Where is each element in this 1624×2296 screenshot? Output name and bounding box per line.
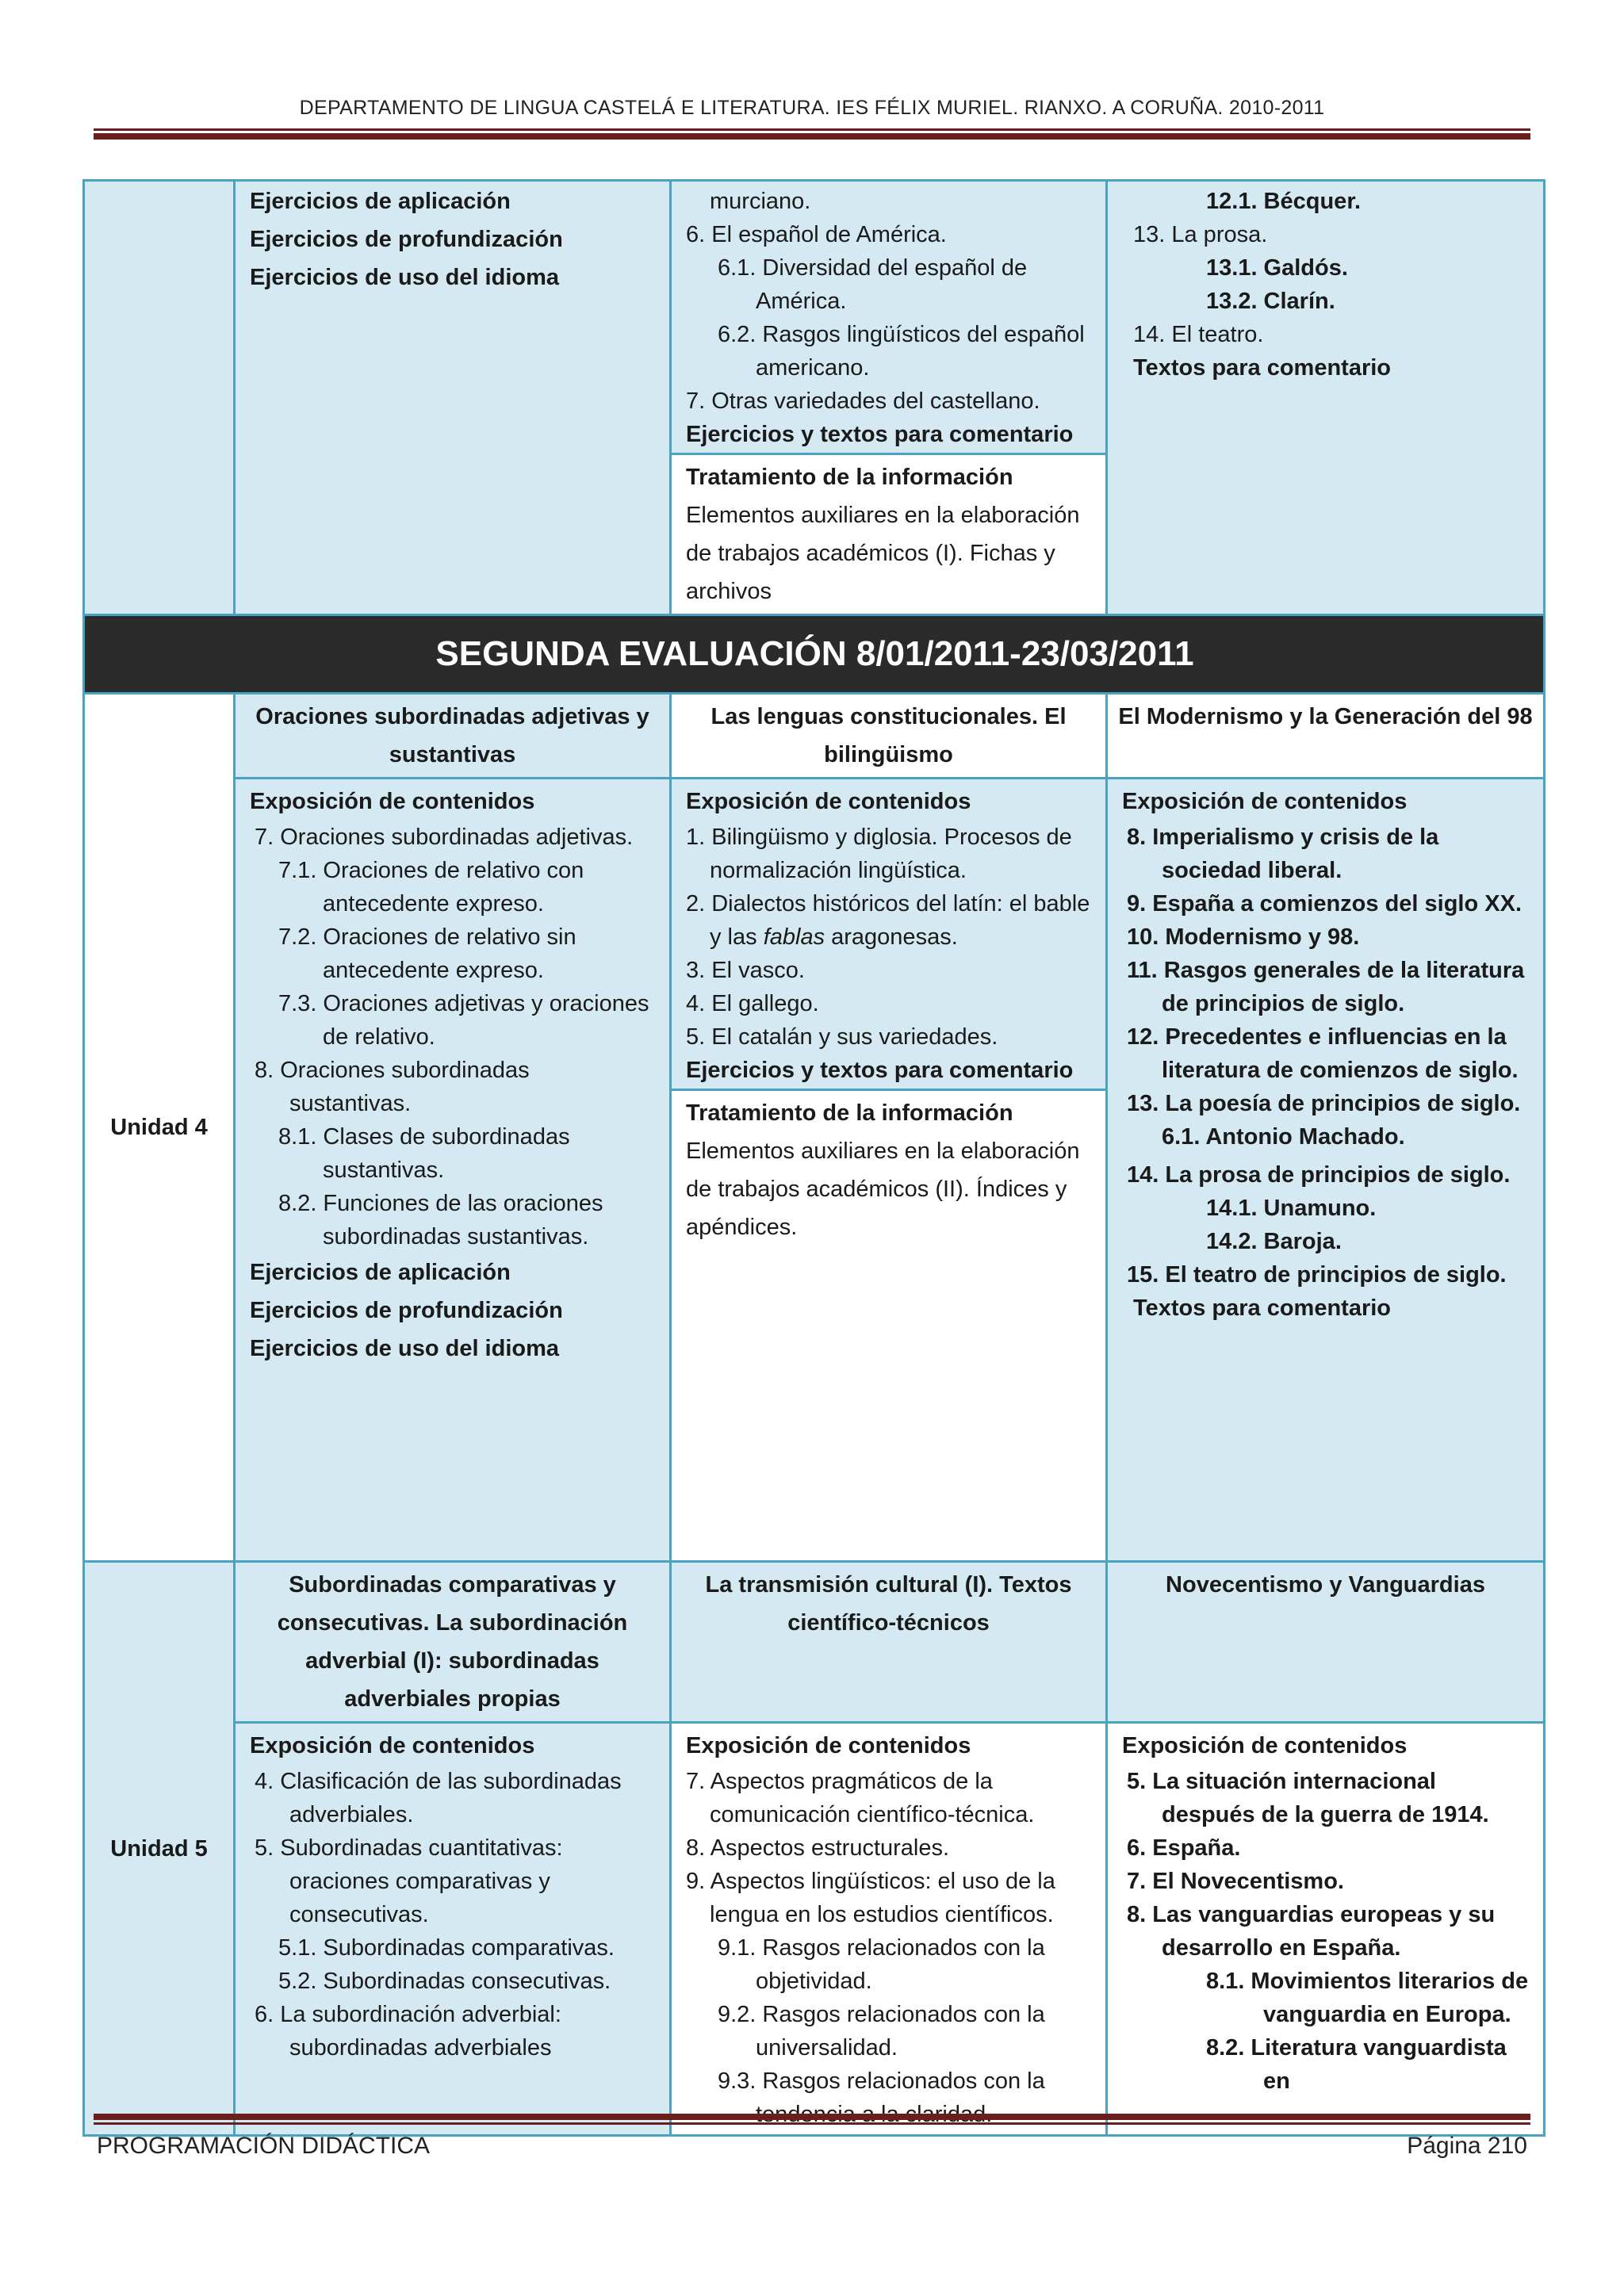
unit-cell-empty xyxy=(84,181,235,615)
section-heading: Exposición de contenidos xyxy=(250,1733,535,1758)
exercise-line: Ejercicios de aplicación xyxy=(250,189,511,214)
content-line: 3. El vasco. xyxy=(686,958,805,983)
programming-table xyxy=(82,179,1545,2137)
info-treatment-text: Elementos auxiliares en la elaboración de trabajos académicos (I). Fichas y archivos xyxy=(686,503,1080,604)
content-line: 7. El Novecentismo. xyxy=(1127,1869,1344,1894)
content-line: 14. La prosa de principios de siglo. xyxy=(1127,1162,1511,1188)
content-line: 5.1. Subordinadas comparativas. xyxy=(278,1935,615,1961)
footer-rule xyxy=(94,2114,1530,2125)
content-line: 13. La prosa. xyxy=(1133,222,1268,247)
content-line: 8.2. Funciones de las oraciones subordinadas sustantivas. xyxy=(278,1191,603,1249)
cont-col1 xyxy=(235,181,671,615)
cont-col3 xyxy=(1107,181,1545,615)
content-line: 4. El gallego. xyxy=(686,991,819,1016)
unit4-theme-language: Las lenguas constitucionales. El bilingüismo xyxy=(671,694,1107,779)
content-line: 5.2. Subordinadas consecutivas. xyxy=(278,1969,611,1994)
exercises-label: Ejercicios y textos para comentario xyxy=(686,422,1074,447)
unit5-content-row xyxy=(84,1723,1545,2136)
content-line: 12.1. Bécquer. xyxy=(1206,189,1362,214)
unit4-col2 xyxy=(671,779,1107,1562)
content-line: 6.1. Antonio Machado. xyxy=(1162,1124,1405,1150)
unit4-col1 xyxy=(235,779,671,1562)
unit4-theme-row xyxy=(84,694,1545,779)
content-line: 7. Otras variedades del castellano. xyxy=(686,388,1040,414)
section-heading: Exposición de contenidos xyxy=(1122,789,1408,814)
exercise-line: Ejercicios de aplicación xyxy=(250,1260,511,1285)
page-header: DEPARTAMENTO DE LINGUA CASTELÁ E LITERATURA. IES FÉLIX MURIEL. RIANXO. A CORUÑA. 2010-2011 xyxy=(299,97,1325,119)
evaluation-row xyxy=(84,615,1545,694)
unit5-col3 xyxy=(1107,1723,1545,2136)
content-line: 7.1. Oraciones de relativo con antecedente expreso. xyxy=(278,858,584,916)
unit5-theme-literature: Novecentismo y Vanguardias xyxy=(1107,1562,1545,1723)
content-line: 5. Subordinadas cuantitativas: oraciones comparativas y consecutivas. xyxy=(255,1835,563,1927)
section-heading: Exposición de contenidos xyxy=(686,1733,971,1758)
content-line: 7.2. Oraciones de relativo sin antecedente expreso. xyxy=(278,924,576,983)
content-line: 1. Bilingüismo y diglosia. Procesos de normalización lingüística. xyxy=(686,825,1072,883)
unit4-theme-grammar: Oraciones subordinadas adjetivas y sustantivas xyxy=(235,694,671,779)
exercise-line: Ejercicios de profundización xyxy=(250,227,563,252)
unit5-col1 xyxy=(235,1723,671,2136)
content-line: 14.1. Unamuno. xyxy=(1206,1196,1377,1221)
content-line: 5. La situación internacional después de la guerra de 1914. xyxy=(1127,1769,1489,1827)
content-line: 8. Imperialismo y crisis de la sociedad liberal. xyxy=(1127,825,1439,883)
exercises-label: Ejercicios y textos para comentario xyxy=(686,1058,1074,1083)
content-line: 6. España. xyxy=(1127,1835,1241,1861)
info-treatment-title: Tratamiento de la información xyxy=(686,1100,1013,1126)
content-line: 9.1. Rasgos relacionados con la objetividad. xyxy=(718,1935,1045,1994)
content-line: 14. El teatro. xyxy=(1133,322,1264,347)
content-line: 14.2. Baroja. xyxy=(1206,1229,1342,1254)
texts-label: Textos para comentario xyxy=(1133,355,1392,381)
content-line: 8. Oraciones subordinadas sustantivas. xyxy=(255,1058,530,1116)
content-line: 6. La subordinación adverbial: subordinadas adverbiales xyxy=(255,2002,561,2061)
header-rule xyxy=(94,128,1530,140)
unit5-theme-text: La transmisión cultural (I). Textos científico-técnicos xyxy=(671,1562,1107,1723)
content-line: 6. El español de América. xyxy=(686,222,947,247)
content-line: 8. Las vanguardias europeas y su desarrollo en España. xyxy=(1127,1902,1496,1961)
unit-label: Unidad 4 xyxy=(84,694,235,1562)
exercise-line: Ejercicios de uso del idioma xyxy=(250,1336,560,1361)
content-line: 13.1. Galdós. xyxy=(1206,255,1348,281)
content-line: 13. La poesía de principios de siglo. xyxy=(1127,1091,1521,1116)
content-line: 6.1. Diversidad del español de América. xyxy=(718,255,1028,314)
content-line: 4. Clasificación de las subordinadas adverbiales. xyxy=(255,1769,622,1827)
content-line: 11. Rasgos generales de la literatura de principios de siglo. xyxy=(1127,958,1525,1016)
content-line: 8. Aspectos estructurales. xyxy=(686,1835,950,1861)
content-line: 6.2. Rasgos lingüísticos del español americano. xyxy=(718,322,1085,381)
unit5-theme-row xyxy=(84,1562,1545,1723)
section-heading: Exposición de contenidos xyxy=(686,789,971,814)
content-line: 15. El teatro de principios de siglo. xyxy=(1127,1262,1507,1288)
unit5-col2 xyxy=(671,1723,1107,2136)
content-line: 5. El catalán y sus variedades. xyxy=(686,1024,998,1050)
content-line: 7.3. Oraciones adjetivas y oraciones de relativo. xyxy=(278,991,649,1050)
content-line: 13.2. Clarín. xyxy=(1206,289,1335,314)
content-line: 7. Aspectos pragmáticos de la comunicación científico-técnica. xyxy=(686,1769,1035,1827)
unit4-col3 xyxy=(1107,779,1545,1562)
content-line: 10. Modernismo y 98. xyxy=(1127,924,1360,950)
page-number: Página 210 xyxy=(1407,2133,1527,2159)
section-heading: Exposición de contenidos xyxy=(250,789,535,814)
content-line: 8.1. Movimientos literarios de vanguardia en Europa. xyxy=(1206,1969,1529,2027)
info-treatment-text: Elementos auxiliares en la elaboración de trabajos académicos (II). Índices y apéndices. xyxy=(686,1138,1080,1240)
unit5-theme-grammar: Subordinadas comparativas y consecutivas. La subordinación adverbial (I): subordinadas adverbiales propias xyxy=(235,1562,671,1723)
unit4-theme-literature: El Modernismo y la Generación del 98 xyxy=(1107,694,1545,779)
exercise-line: Ejercicios de uso del idioma xyxy=(250,265,560,290)
section-heading: Exposición de contenidos xyxy=(1122,1733,1408,1758)
unit4-content-row xyxy=(84,779,1545,1562)
content-line: 9. Aspectos lingüísticos: el uso de la lengua en los estudios científicos. xyxy=(686,1869,1055,1927)
content-line: 2. Dialectos históricos del latín: el bable y las fablas aragonesas. xyxy=(686,891,1090,950)
content-line: 9. España a comienzos del siglo XX. xyxy=(1127,891,1522,916)
evaluation-title: SEGUNDA EVALUACIÓN 8/01/2011-23/03/2011 xyxy=(84,615,1545,694)
content-line: 12. Precedentes e influencias en la literatura de comienzos de siglo. xyxy=(1127,1024,1519,1083)
exercise-line: Ejercicios de profundización xyxy=(250,1298,563,1323)
info-treatment-title: Tratamiento de la información xyxy=(686,465,1013,490)
continuation-row xyxy=(84,181,1545,615)
content-line: 7. Oraciones subordinadas adjetivas. xyxy=(255,825,634,850)
content-line: murciano. xyxy=(710,189,811,214)
cont-col2 xyxy=(671,181,1107,615)
content-line: 9.2. Rasgos relacionados con la universalidad. xyxy=(718,2002,1045,2061)
footer-title: PROGRAMACIÓN DIDÁCTICA xyxy=(97,2133,431,2159)
content-line: 9.3. Rasgos relacionados con la xyxy=(718,2068,1045,2094)
content-line: 8.1. Clases de subordinadas sustantivas. xyxy=(278,1124,570,1183)
content-line: 8.2. Literatura vanguardista en xyxy=(1206,2035,1507,2094)
unit-label: Unidad 5 xyxy=(84,1562,235,2136)
texts-label: Textos para comentario xyxy=(1133,1295,1392,1321)
